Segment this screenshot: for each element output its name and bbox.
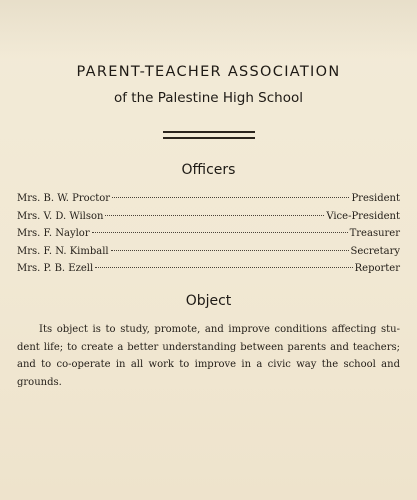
double-rule-top	[163, 131, 255, 133]
officer-row	[17, 228, 400, 246]
paragraph-line: and to co-operate in all work to improve in a civic way the school and	[17, 359, 400, 370]
object-paragraph	[17, 321, 400, 391]
show-through-shading	[0, 0, 417, 60]
officer-row	[17, 193, 400, 211]
page-subtitle: of the Palestine High School	[114, 90, 303, 106]
officer-role: Secretary	[350, 245, 400, 257]
officer-role: Reporter	[354, 263, 400, 274]
dot-leader	[92, 232, 348, 233]
officers-heading: Officers	[181, 162, 236, 178]
officer-role: Vice-President	[326, 210, 400, 222]
paragraph-line: dent life; to create a better understanding between parents and teachers;	[17, 341, 400, 353]
officer-name: Mrs. F. N. Kimball	[17, 245, 109, 257]
paragraph-line: grounds.	[17, 376, 62, 388]
officer-row	[17, 246, 400, 264]
dot-leader	[112, 197, 349, 198]
officer-name: Mrs. B. W. Proctor	[17, 193, 111, 204]
officer-row	[17, 263, 400, 281]
officer-row	[17, 211, 400, 229]
officer-name: Mrs. P. B. Ezell	[17, 263, 94, 274]
officers-list	[17, 193, 400, 281]
officer-role: President	[351, 193, 400, 204]
object-heading: Object	[185, 293, 232, 309]
dot-leader	[111, 250, 349, 251]
officer-name: Mrs. V. D. Wilson	[17, 210, 104, 222]
paragraph-line: Its object is to study, promote, and improve conditions affecting stu-	[39, 324, 400, 335]
dot-leader	[95, 267, 352, 268]
officer-name: Mrs. F. Naylor	[17, 228, 90, 239]
page-title: PARENT-TEACHER ASSOCIATION	[76, 64, 341, 80]
dot-leader	[105, 215, 324, 216]
double-rule-bottom	[163, 137, 255, 139]
officer-role: Treasurer	[349, 228, 400, 239]
